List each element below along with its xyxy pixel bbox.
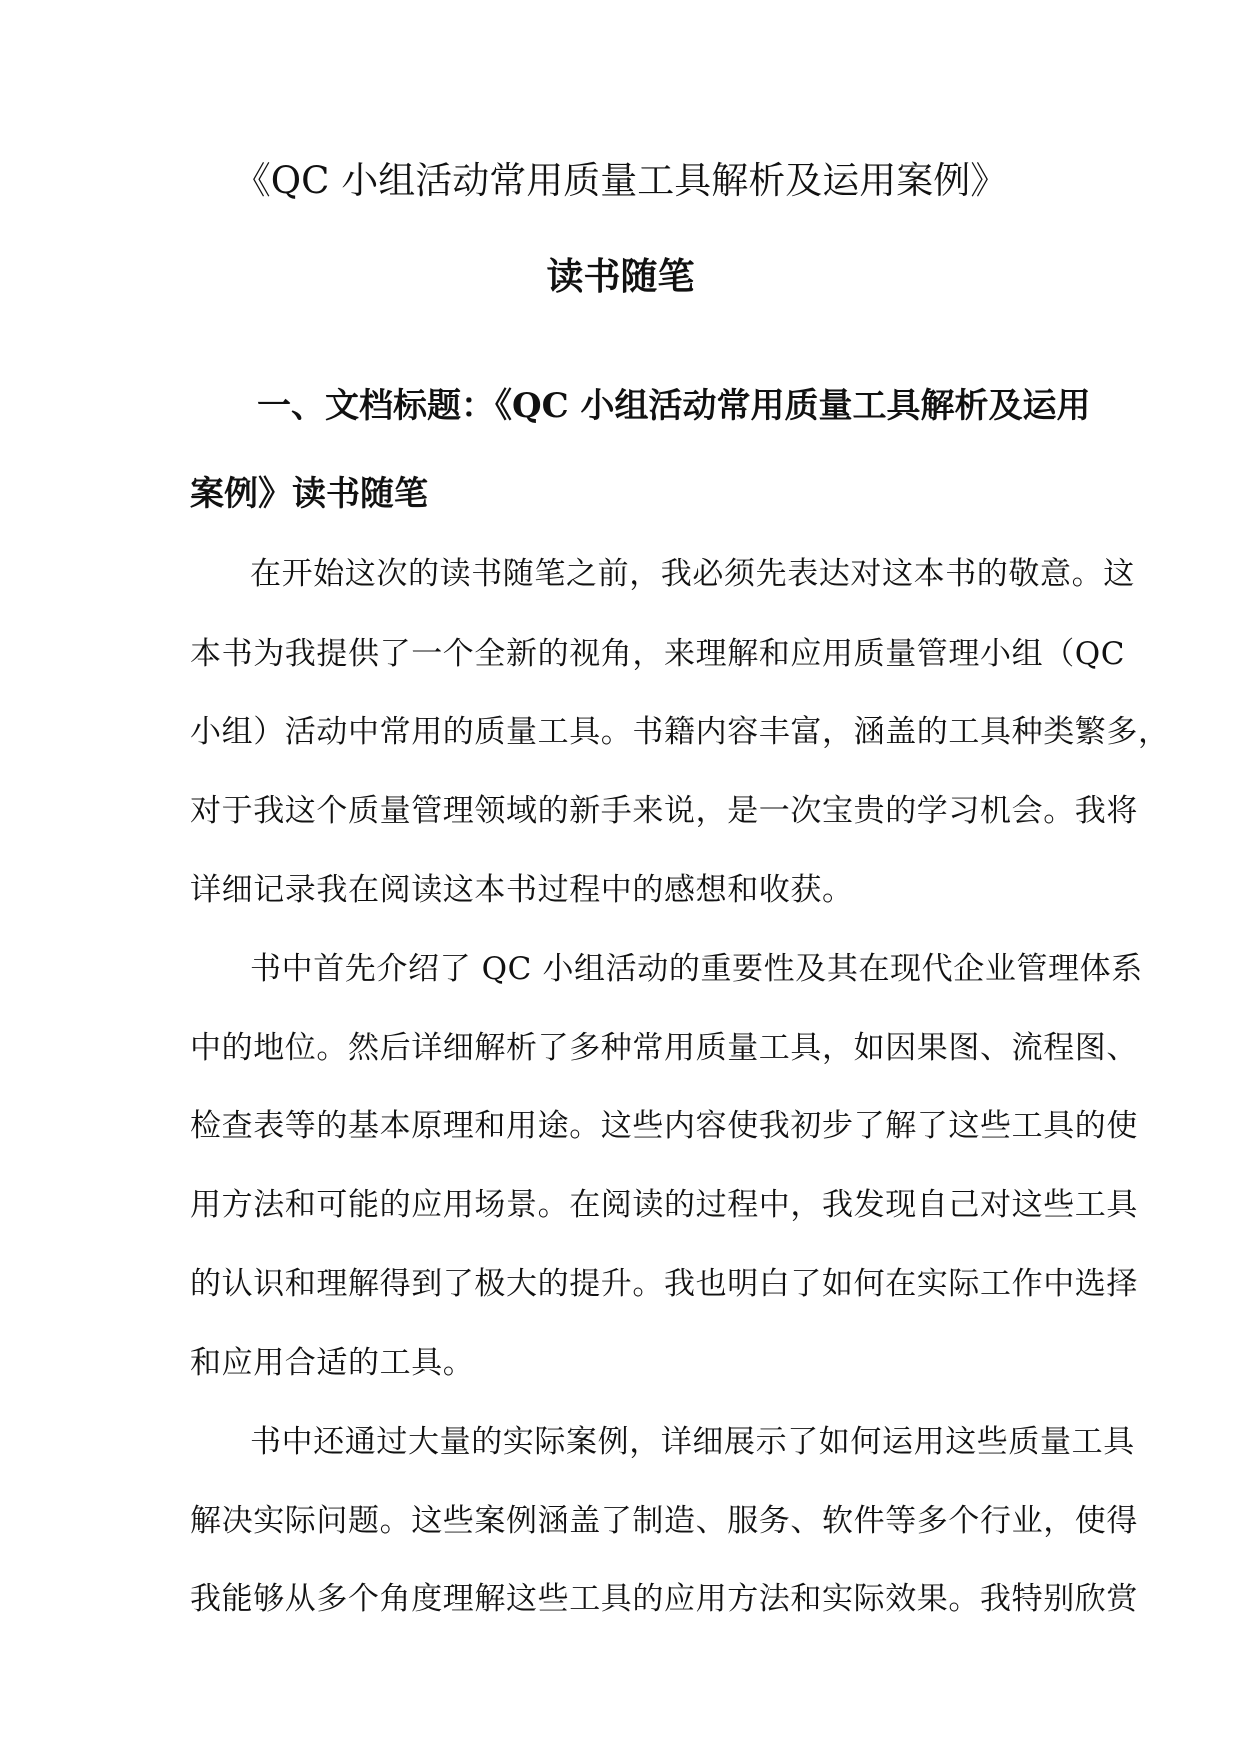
paragraph-1-line-1: 在开始这次的读书随笔之前，我必须先表达对这本书的敬意。这 xyxy=(250,556,1135,592)
paragraph-3-line-2: 解决实际问题。这些案例涵盖了制造、服务、软件等多个行业，使得 xyxy=(190,1503,1138,1539)
paragraph-2-line-1: 书中首先介绍了 QC 小组活动的重要性及其在现代企业管理体系 xyxy=(250,951,1143,987)
paragraph-1-line-3: 小组）活动中常用的质量工具。书籍内容丰富，涵盖的工具种类繁多， xyxy=(190,714,1170,750)
paragraph-2-line-3: 检查表等的基本原理和用途。这些内容使我初步了解了这些工具的使 xyxy=(190,1108,1138,1144)
paragraph-1-line-5: 详细记录我在阅读这本书过程中的感想和收获。 xyxy=(190,872,854,908)
paragraph-2-line-2: 中的地位。然后详细解析了多种常用质量工具，如因果图、流程图、 xyxy=(190,1030,1138,1066)
paragraph-3-line-3: 我能够从多个角度理解这些工具的应用方法和实际效果。我特别欣赏 xyxy=(190,1581,1138,1617)
paragraph-2-line-4: 用方法和可能的应用场景。在阅读的过程中，我发现自己对这些工具 xyxy=(190,1187,1138,1223)
document-subtitle: 读书随笔 xyxy=(546,254,695,298)
section-heading: 一、文档标题：《QC 小组活动常用质量工具解析及运用 xyxy=(257,386,1091,426)
paragraph-1-line-4: 对于我这个质量管理领域的新手来说，是一次宝贵的学习机会。我将 xyxy=(190,793,1138,829)
paragraph-2-line-5: 的认识和理解得到了极大的提升。我也明白了如何在实际工作中选择 xyxy=(190,1266,1138,1302)
paragraph-1-line-2: 本书为我提供了一个全新的视角，来理解和应用质量管理小组（QC xyxy=(190,636,1126,672)
paragraph-2-line-6: 和应用合适的工具。 xyxy=(190,1345,475,1381)
document-title: 《QC 小组活动常用质量工具解析及运用案例》 xyxy=(233,159,1008,202)
paragraph-3-line-1: 书中还通过大量的实际案例，详细展示了如何运用这些质量工具 xyxy=(250,1424,1135,1460)
section-heading-continued: 案例》读书随笔 xyxy=(190,474,428,514)
